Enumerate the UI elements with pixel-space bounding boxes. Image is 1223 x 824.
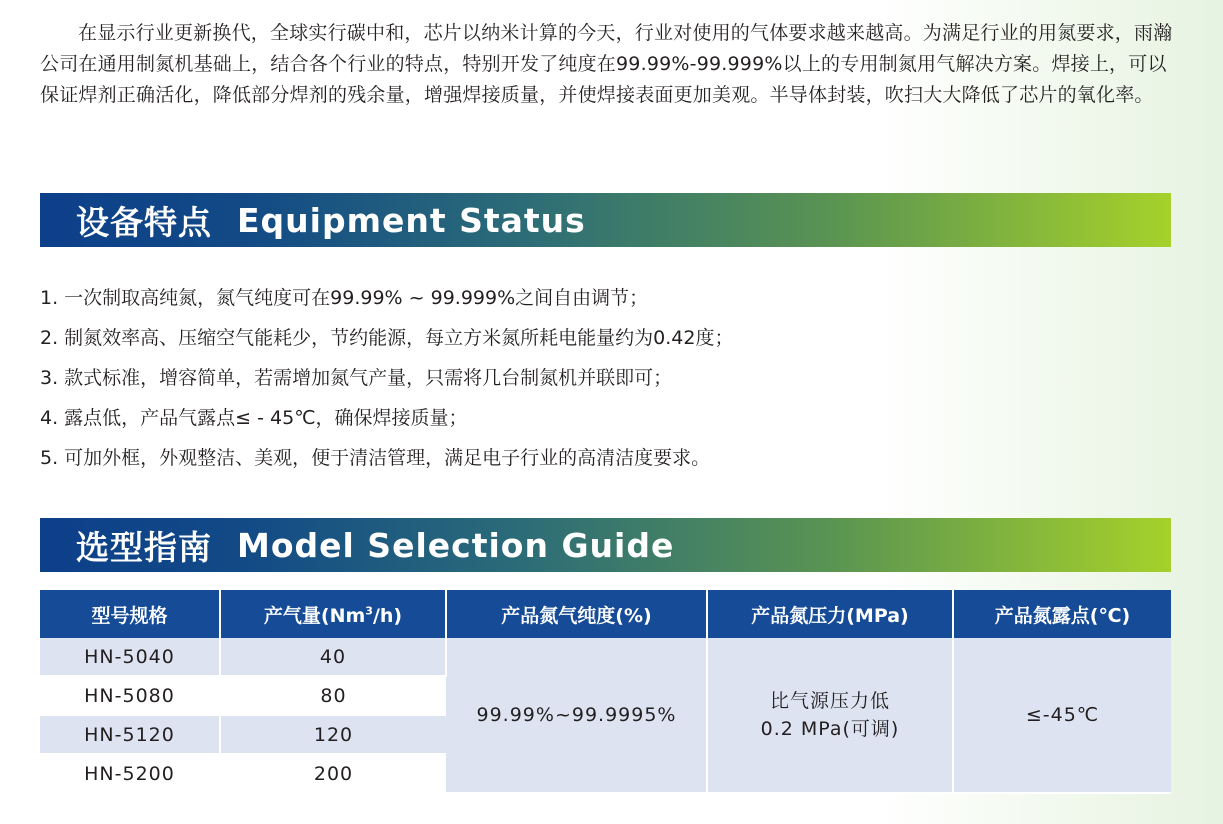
- header-flow: [220, 590, 446, 638]
- section-title-cn: 选型指南: [76, 527, 212, 567]
- model-selection-table: [40, 590, 1171, 794]
- header-dewpoint: 产品氮露点(℃): [953, 590, 1171, 638]
- header-flow-prefix: 产气量(Nm: [263, 604, 366, 627]
- header-flow-sup: 3: [365, 604, 373, 618]
- section-title-spacer: [212, 201, 237, 240]
- feature-list: [40, 282, 733, 482]
- cell-model: HN-5080: [40, 676, 220, 715]
- section-title-en: Equipment Status: [236, 200, 586, 240]
- cell-pressure-line1: 比气源压力低: [769, 690, 890, 712]
- intro-paragraph: [40, 18, 1180, 111]
- section-title-en: Model Selection Guide: [236, 525, 675, 565]
- cell-purity: 99.99%~99.9995%: [446, 638, 707, 793]
- cell-dewpoint: ≤-45℃: [953, 638, 1171, 793]
- cell-model: HN-5120: [40, 715, 220, 754]
- cell-flow: 80: [220, 676, 446, 715]
- intro-text: 在显示行业更新换代，全球实行碳中和，芯片以纳米计算的今天，行业对使用的气体要求越来越高。为满足行业的用氮要求，雨瀚公司在通用制氮机基础上，结合各个行业的特点，特别开发了纯度在99.99%-99.999%以上的专用制氮用气解决方案。焊接上，可以保证焊剂正确活化，降低部分焊剂的残余量，增强焊接质量，并使焊接表面更加美观。半导体封装，吹扫大大降低了芯片的氧化率。: [40, 22, 1173, 106]
- header-pressure: 产品氮压力(MPa): [707, 590, 953, 638]
- cell-model: HN-5040: [40, 638, 220, 676]
- section-banner-equipment-status: [40, 193, 1171, 247]
- table-row: [40, 638, 1171, 676]
- section-title-spacer: [212, 526, 237, 565]
- section-banner-model-selection: [40, 518, 1171, 572]
- feature-item: 5. 可加外框，外观整洁、美观，便于清洁管理，满足电子行业的高清洁度要求。: [40, 447, 711, 469]
- cell-flow: 200: [220, 754, 446, 793]
- cell-flow: 40: [220, 638, 446, 676]
- header-flow-suffix: /h): [372, 604, 403, 627]
- feature-item: 3. 款式标准，增容简单，若需增加氮气产量，只需将几台制氮机并联即可；: [40, 367, 673, 389]
- feature-item: 4. 露点低，产品气露点≤ - 45℃，确保焊接质量；: [40, 407, 468, 429]
- header-model: 型号规格: [40, 590, 220, 638]
- section-title-cn: 设备特点: [76, 202, 212, 242]
- feature-item: 1. 一次制取高纯氮，氮气纯度可在99.99% ~ 99.999%之间自由调节；: [40, 287, 649, 309]
- cell-flow: 120: [220, 715, 446, 754]
- cell-model: HN-5200: [40, 754, 220, 793]
- cell-pressure: [707, 638, 953, 793]
- feature-item: 2. 制氮效率高、压缩空气能耗少，节约能源，每立方米氮所耗电能量约为0.42度；: [40, 327, 734, 349]
- header-purity: 产品氮气纯度(%): [446, 590, 707, 638]
- cell-pressure-line2: 0.2 MPa(可调): [760, 718, 900, 740]
- table-header-row: [40, 590, 1171, 638]
